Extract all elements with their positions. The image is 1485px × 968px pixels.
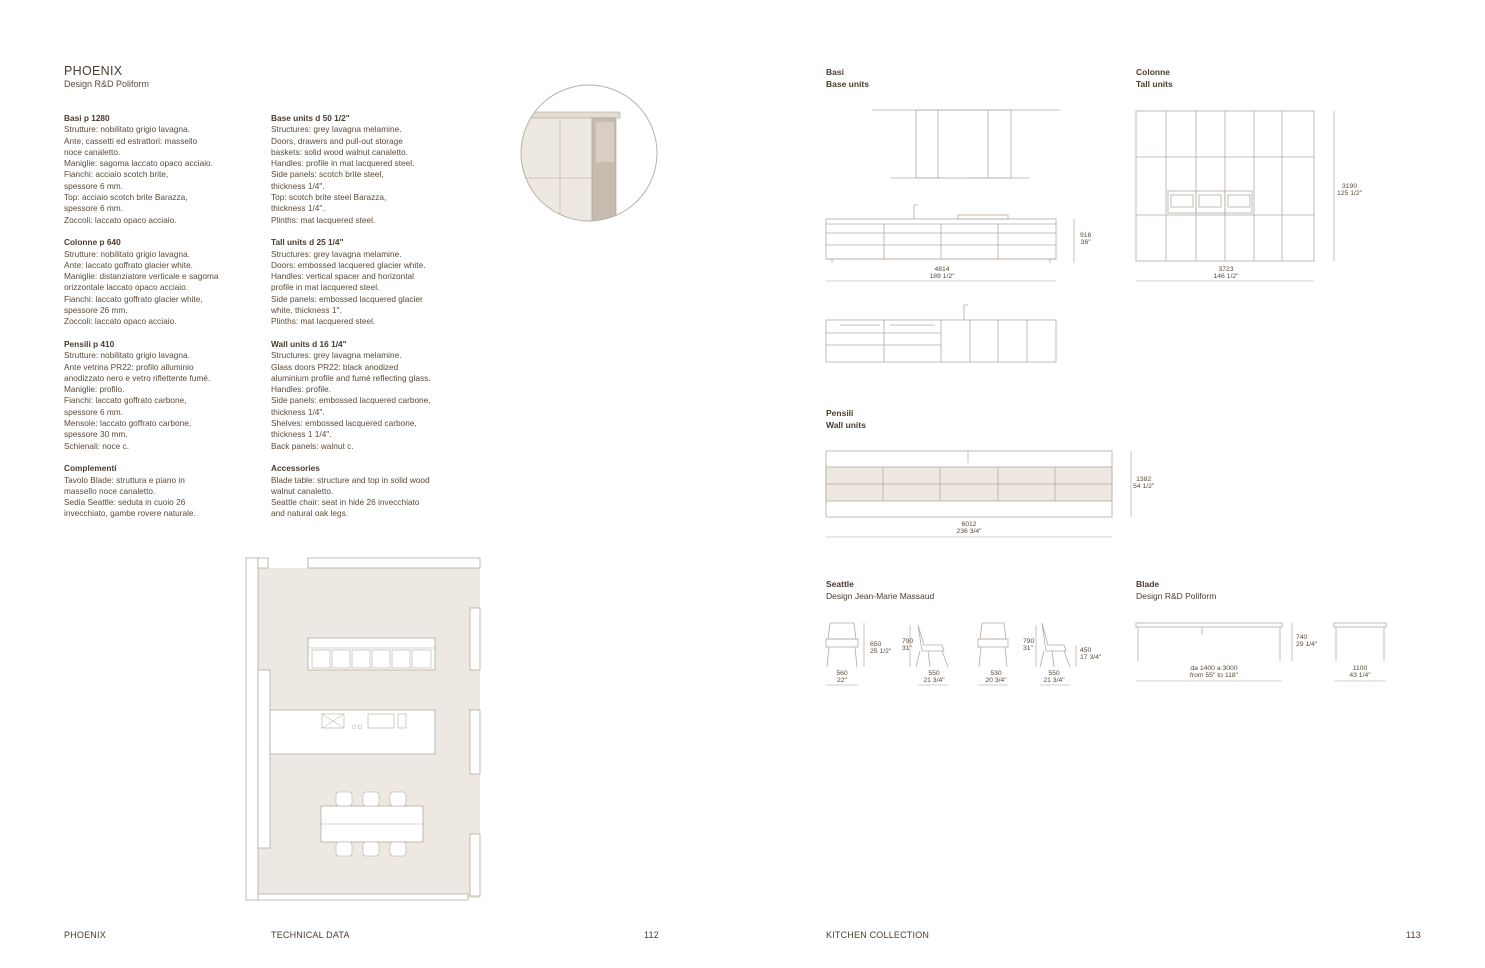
spec-line: Zoccoli: laccato opaco acciaio. [64, 214, 177, 225]
seattle-chairs-drawing [820, 615, 1120, 690]
specs-english [271, 113, 481, 531]
spec-line: Side panels: embossed lacquered carbone, [271, 395, 431, 406]
footer-left-title: PHOENIX [64, 930, 106, 940]
spec-line: white, thickness 1". [271, 305, 342, 316]
pensili-height-dim: 1382 54 1/2" [1133, 476, 1155, 491]
detail-circle-drawing [520, 84, 660, 224]
spec-line: profile in mat lacquered steel. [271, 282, 380, 293]
spec-line: Maniglie: profilo. [64, 384, 125, 395]
colonne-height-dim: 3190 125 1/2" [1337, 183, 1363, 198]
spec-line: Tavolo Blade: struttura e piano in [64, 474, 185, 485]
spec-block [64, 113, 264, 226]
spec-heading: Basi p 1280 [64, 113, 110, 123]
seattle2-height-dim: 790 31" [902, 638, 914, 653]
spec-block [271, 339, 481, 452]
spec-block [271, 237, 481, 327]
spec-line: Fianchi: acciaio scotch brite, [64, 169, 169, 180]
spec-block [271, 113, 481, 226]
spec-heading: Base units d 50 1/2" [271, 113, 350, 123]
basi-elevation-drawing [820, 105, 1095, 370]
spec-line: spessore 6 mm. [64, 406, 124, 417]
seattle3-width-dim: 530 20 3/4" [985, 670, 1007, 685]
seattle4-width-dim: 550 21 3/4" [1043, 670, 1065, 685]
spec-line: Plinths: mat lacquered steel. [271, 316, 376, 327]
spec-line: Strutture: nobilitato grigio lavagna. [64, 124, 190, 135]
kitchen-floor-plan [246, 558, 482, 903]
spec-line: thickness 1 1/4". [271, 429, 332, 440]
blade-depth-dim: 1100 43 1/4" [1349, 665, 1371, 680]
spec-line: Handles: vertical spacer and horizontal [271, 271, 414, 282]
spec-line: Glass doors PR22: black anodized [271, 361, 399, 372]
spec-line: Top: acciaio scotch brite Barazza, [64, 192, 188, 203]
spec-line: Side panels: embossed lacquered glacier [271, 293, 423, 304]
seattle1-height-dim: 650 25 1/2" [870, 641, 892, 656]
spec-line: aluminium profile and fumé reflecting glass. [271, 372, 431, 383]
page-number-left: 112 [644, 930, 659, 940]
spec-line: Strutture: nobilitato grigio lavagna. [64, 248, 190, 259]
spec-line: walnut canaletto. [271, 485, 334, 496]
spec-line: massello noce canaletto. [64, 485, 156, 496]
spec-line: Handles: profile. [271, 384, 331, 395]
spec-heading: Complementi [64, 463, 117, 474]
spec-line: Zoccoli: laccato opaco acciaio. [64, 316, 177, 327]
spec-line: and natural oak legs. [271, 508, 349, 519]
spec-block [271, 463, 481, 519]
seattle4-seat-dim: 450 17 3/4" [1080, 647, 1102, 662]
spec-line: Strutture: nobilitato grigio lavagna. [64, 350, 190, 361]
colonne-width-dim: 3723 146 1/2" [1213, 266, 1239, 281]
basi-label: Basi Base units [826, 67, 869, 89]
basi-height-dim: 916 36" [1080, 232, 1092, 247]
seattle4-height-dim: 790 31" [1023, 638, 1035, 653]
spec-line: Plinths: mat lacquered steel. [271, 214, 376, 225]
spec-line: Mensole: laccato goffrato carbone, [64, 418, 192, 429]
spec-line: Structures: grey lavagna melamine. [271, 350, 402, 361]
spec-line: Handles: profile in mat lacquered steel. [271, 158, 415, 169]
spec-line: spessore 30 mm. [64, 429, 128, 440]
spec-line: thickness 1/4". [271, 203, 325, 214]
spec-line: Side panels: scotch brite steel, [271, 169, 384, 180]
spec-heading: Accessories [271, 463, 320, 474]
spec-line: Doors: embossed lacquered glacier white. [271, 259, 426, 270]
spec-heading: Pensili p 410 [64, 338, 115, 349]
footer-collection: KITCHEN COLLECTION [826, 930, 930, 940]
page-number-right: 113 [1406, 930, 1421, 940]
spec-block [64, 463, 264, 519]
pensili-label: Pensili Wall units [826, 408, 866, 430]
spec-line: Back panels: walnut c. [271, 440, 354, 451]
basi-width-dim: 4814 189 1/2" [929, 266, 955, 281]
blade-height-dim: 740 29 1/4" [1296, 634, 1318, 649]
spec-line: spessore 6 mm. [64, 180, 124, 191]
spec-block [64, 237, 264, 327]
blade-width-dim: da 1400 a 3000 from 55" to 118" [1189, 665, 1239, 680]
spec-line: noce canaletto. [64, 146, 121, 157]
footer-section: TECHNICAL DATA [271, 930, 350, 940]
spec-line: orizzontale laccato opaco acciaio. [64, 282, 189, 293]
spec-heading: Colonne p 640 [64, 237, 121, 248]
spec-line: Ante vetrina PR22: profilo alluminio [64, 361, 194, 372]
spec-line: Shelves: embossed lacquered carbone, [271, 418, 417, 429]
colonne-label: Colonne Tall units [1136, 67, 1173, 89]
spec-line: spessore 26 mm. [64, 305, 128, 316]
spec-block [64, 339, 264, 452]
spec-line: Structures: grey lavagna melamine. [271, 248, 402, 259]
blade-label: Blade Design R&D Poliform [1136, 579, 1217, 601]
spec-line: Maniglie: distanziatore verticale e sagoma [64, 271, 219, 282]
spec-line: invecchiato, gambe rovere naturale. [64, 508, 196, 519]
spec-line: spessore 6 mm. [64, 203, 124, 214]
spec-line: Fianchi: laccato goffrato carbone, [64, 395, 187, 406]
spec-line: Schienali: noce c. [64, 440, 130, 451]
seattle-label: Seattle Design Jean-Marie Massaud [826, 579, 935, 601]
page-subtitle: Design R&D Poliform [64, 79, 150, 89]
seattle1-width-dim: 560 22" [836, 670, 848, 685]
spec-line: thickness 1/4". [271, 406, 325, 417]
spec-line: thickness 1/4". [271, 180, 325, 191]
spec-line: Sedia Seattle: seduta in cuoio 26 [64, 497, 186, 508]
pensili-width-dim: 6012 236 3/4" [956, 521, 982, 536]
seattle2-width-dim: 550 21 3/4" [923, 670, 945, 685]
spec-heading: Wall units d 16 1/4" [271, 338, 347, 349]
spec-line: baskets: solid wood walnut canaletto. [271, 146, 408, 157]
spec-line: Ante, cassetti ed estrattori: massello [64, 135, 198, 146]
spec-line: Blade table: structure and top in solid wood [271, 474, 430, 485]
spec-line: Fianchi: laccato goffrato glacier white, [64, 293, 203, 304]
spec-line: Top: scotch brite steel Barazza, [271, 192, 387, 203]
spec-line: Structures: grey lavagna melamine. [271, 124, 402, 135]
spec-line: Maniglie: sagoma laccato opaco acciaio. [64, 158, 213, 169]
page-title: PHOENIX [64, 64, 123, 78]
specs-italian [64, 113, 264, 531]
spec-line: Ante: laccato goffrato glacier white. [64, 259, 193, 270]
spec-line: anodizzato nero e vetro riflettente fumé. [64, 372, 211, 383]
spec-line: Doors, drawers and pull-out storage [271, 135, 403, 146]
spec-line: Seattle chair: seat in hide 26 invecchiato [271, 497, 420, 508]
colonne-elevation-drawing [1130, 105, 1345, 285]
spec-heading: Tall units d 25 1/4" [271, 237, 344, 248]
